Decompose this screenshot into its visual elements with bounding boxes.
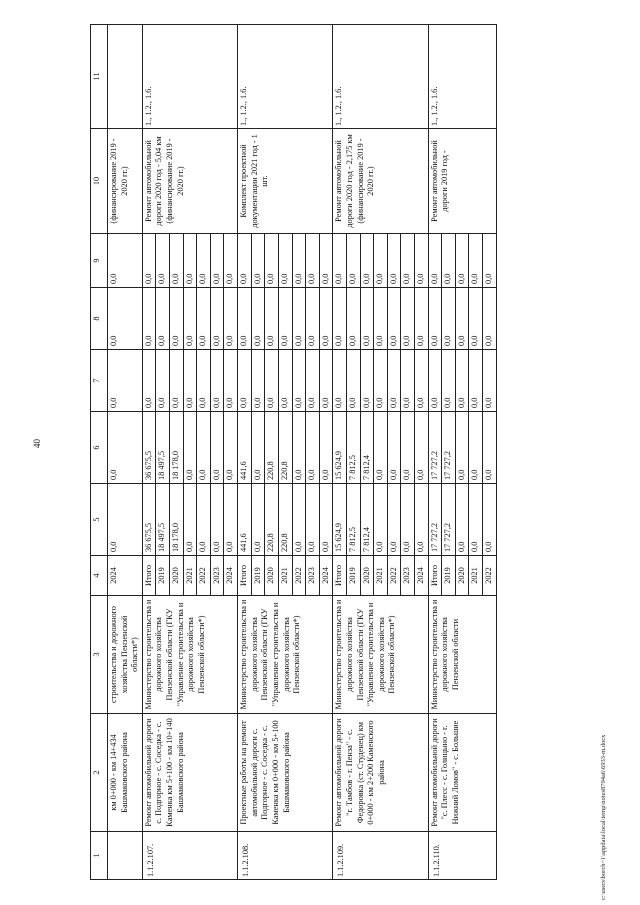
value-total: 220,8 bbox=[265, 484, 279, 556]
indicator-ref bbox=[108, 25, 143, 129]
value-total: 0,0 bbox=[224, 484, 238, 556]
activity-result: Комплект проектной документации 2021 год - 1 шт. bbox=[238, 129, 333, 234]
value-local: 0,0 bbox=[346, 288, 360, 350]
value-federal: 0,0 bbox=[428, 350, 442, 412]
value-other: 0,0 bbox=[238, 234, 252, 288]
table-row bbox=[428, 25, 442, 880]
activity-executor: строительства и дорожного хозяйства Пензенской области*) bbox=[108, 596, 143, 714]
activity-name: Ремонт автомобильной дороги "г. Тамбов - г. Пенза" - с. Федоровка (ст. Студенец) км 0+000 - км 2+200 Каменского района bbox=[333, 714, 428, 832]
value-other: 0,0 bbox=[415, 234, 429, 288]
page-number: 40 bbox=[32, 439, 42, 448]
year-cell: 2023 bbox=[401, 556, 415, 596]
value-total: 0,0 bbox=[415, 484, 429, 556]
value-regional: 220,8 bbox=[278, 412, 292, 484]
value-other: 0,0 bbox=[292, 234, 306, 288]
year-cell: 2020 bbox=[265, 556, 279, 596]
value-local: 0,0 bbox=[265, 288, 279, 350]
year-cell: 2024 bbox=[108, 556, 143, 596]
year-cell: 2021 bbox=[469, 556, 483, 596]
indicator-ref: 1., 1.2., 1.6. bbox=[238, 25, 333, 129]
activity-name: Ремонт автомобильной дороги с. Подгорное - с. Соседка - с. Каменка км 5+100 - км 10+140 Башмаковского района bbox=[142, 714, 237, 832]
column-header: 5 bbox=[91, 484, 108, 556]
value-total: 0,0 bbox=[387, 484, 401, 556]
value-local: 0,0 bbox=[401, 288, 415, 350]
value-total: 15 624,9 bbox=[333, 484, 347, 556]
activity-name: км 0+000 - км 14+434 Башмаковского района bbox=[108, 714, 143, 832]
value-other: 0,0 bbox=[278, 234, 292, 288]
activity-code: 1.1.2.109. bbox=[333, 832, 428, 880]
value-other: 0,0 bbox=[197, 234, 211, 288]
column-header: 9 bbox=[91, 234, 108, 288]
value-total: 17 727,2 bbox=[428, 484, 442, 556]
value-federal: 0,0 bbox=[469, 350, 483, 412]
activity-code: 1.1.2.110. bbox=[428, 832, 496, 880]
table-row bbox=[333, 25, 347, 880]
value-other: 0,0 bbox=[183, 234, 197, 288]
value-federal: 0,0 bbox=[197, 350, 211, 412]
value-regional: 0,0 bbox=[483, 412, 497, 484]
year-cell: 2019 bbox=[442, 556, 456, 596]
value-federal: 0,0 bbox=[278, 350, 292, 412]
value-local: 0,0 bbox=[183, 288, 197, 350]
year-cell: 2021 bbox=[374, 556, 388, 596]
value-other: 0,0 bbox=[156, 234, 170, 288]
value-local: 0,0 bbox=[333, 288, 347, 350]
value-federal: 0,0 bbox=[251, 350, 265, 412]
value-regional: 17 727,2 bbox=[428, 412, 442, 484]
program-activities-table bbox=[90, 24, 497, 880]
value-total: 0,0 bbox=[319, 484, 333, 556]
value-other: 0,0 bbox=[210, 234, 224, 288]
activity-executor: Министерство строительства и дорожного хозяйства Пензенской области (ГКУ "Управление строительства и дорожного хозяйства Пензенской области*) bbox=[142, 596, 237, 714]
activity-code: 1.1.2.107. bbox=[142, 832, 237, 880]
table-row bbox=[108, 25, 143, 880]
table-row bbox=[238, 25, 252, 880]
column-header: 4 bbox=[91, 556, 108, 596]
value-local: 0,0 bbox=[238, 288, 252, 350]
year-cell: 2019 bbox=[346, 556, 360, 596]
value-federal: 0,0 bbox=[224, 350, 238, 412]
value-local: 0,0 bbox=[469, 288, 483, 350]
value-regional: 0,0 bbox=[210, 412, 224, 484]
activity-name: Проектные работы на ремонт автомобильной дороги с. Подгорное - с. Соседка - с. Каменка км 0+000 - км 5+100 Башмаковского района bbox=[238, 714, 333, 832]
column-header: 8 bbox=[91, 288, 108, 350]
value-federal: 0,0 bbox=[455, 350, 469, 412]
value-other: 0,0 bbox=[360, 234, 374, 288]
value-local: 0,0 bbox=[108, 288, 143, 350]
year-cell: Итого bbox=[428, 556, 442, 596]
value-federal: 0,0 bbox=[170, 350, 184, 412]
value-total: 0,0 bbox=[401, 484, 415, 556]
value-other: 0,0 bbox=[333, 234, 347, 288]
activity-executor: Министерство строительства и дорожного хозяйства Пензенской области (ГКУ "Управление строительства и дорожного хозяйства Пензенской области*) bbox=[238, 596, 333, 714]
value-regional: 36 675,5 bbox=[142, 412, 156, 484]
value-regional: 17 727,2 bbox=[442, 412, 456, 484]
value-federal: 0,0 bbox=[360, 350, 374, 412]
activity-result: (финансирование 2019 - 2020 гг.) bbox=[108, 129, 143, 234]
value-total: 0,0 bbox=[469, 484, 483, 556]
value-other: 0,0 bbox=[346, 234, 360, 288]
activity-result: Ремонт автомобильной дороги 2020 год - 5,04 км (финансирование 2019 - 2020 гг.) bbox=[142, 129, 237, 234]
value-regional: 0,0 bbox=[251, 412, 265, 484]
year-cell: 2021 bbox=[278, 556, 292, 596]
value-total: 0,0 bbox=[183, 484, 197, 556]
value-total: 7 812,5 bbox=[346, 484, 360, 556]
value-regional: 0,0 bbox=[455, 412, 469, 484]
column-header: 1 bbox=[91, 832, 108, 880]
value-other: 0,0 bbox=[224, 234, 238, 288]
year-cell: 2020 bbox=[170, 556, 184, 596]
year-cell: 2023 bbox=[306, 556, 320, 596]
value-federal: 0,0 bbox=[292, 350, 306, 412]
indicator-ref: 1., 1.2., 1.6. bbox=[142, 25, 237, 129]
value-regional: 0,0 bbox=[469, 412, 483, 484]
value-total: 0,0 bbox=[483, 484, 497, 556]
value-local: 0,0 bbox=[156, 288, 170, 350]
value-local: 0,0 bbox=[142, 288, 156, 350]
activity-executor: Министерство строительства и дорожного хозяйства Пензенской области bbox=[428, 596, 496, 714]
value-local: 0,0 bbox=[224, 288, 238, 350]
value-total: 0,0 bbox=[108, 484, 143, 556]
year-cell: 2020 bbox=[455, 556, 469, 596]
value-local: 0,0 bbox=[306, 288, 320, 350]
year-cell: 2019 bbox=[251, 556, 265, 596]
value-federal: 0,0 bbox=[265, 350, 279, 412]
column-header: 3 bbox=[91, 596, 108, 714]
value-other: 0,0 bbox=[455, 234, 469, 288]
value-local: 0,0 bbox=[374, 288, 388, 350]
year-cell: 2024 bbox=[224, 556, 238, 596]
value-local: 0,0 bbox=[197, 288, 211, 350]
year-cell: 2022 bbox=[292, 556, 306, 596]
activity-code: 1.1.2.108. bbox=[238, 832, 333, 880]
value-regional: 0,0 bbox=[415, 412, 429, 484]
value-federal: 0,0 bbox=[156, 350, 170, 412]
value-local: 0,0 bbox=[292, 288, 306, 350]
value-federal: 0,0 bbox=[183, 350, 197, 412]
value-total: 7 812,4 bbox=[360, 484, 374, 556]
column-header: 10 bbox=[91, 129, 108, 234]
value-total: 17 727,2 bbox=[442, 484, 456, 556]
value-total: 441,6 bbox=[238, 484, 252, 556]
value-other: 0,0 bbox=[265, 234, 279, 288]
value-federal: 0,0 bbox=[319, 350, 333, 412]
value-total: 0,0 bbox=[197, 484, 211, 556]
value-regional: 441,6 bbox=[238, 412, 252, 484]
value-regional: 0,0 bbox=[183, 412, 197, 484]
value-other: 0,0 bbox=[428, 234, 442, 288]
value-federal: 0,0 bbox=[108, 350, 143, 412]
activity-result: Ремонт автомобильной дороги 2019 год - bbox=[428, 129, 496, 234]
year-cell: 2022 bbox=[387, 556, 401, 596]
column-header: 6 bbox=[91, 412, 108, 484]
year-cell: 2024 bbox=[319, 556, 333, 596]
value-other: 0,0 bbox=[387, 234, 401, 288]
value-local: 0,0 bbox=[210, 288, 224, 350]
table-row bbox=[142, 25, 156, 880]
column-header: 2 bbox=[91, 714, 108, 832]
column-number-row bbox=[91, 25, 108, 880]
value-regional: 0,0 bbox=[306, 412, 320, 484]
year-cell: 2022 bbox=[483, 556, 497, 596]
value-total: 220,8 bbox=[278, 484, 292, 556]
activity-name: Ремонт автомобильной дороги "с. Плесс - с. Голицыно - г. Нижний Ломов" - с. Большие bbox=[428, 714, 496, 832]
value-local: 0,0 bbox=[319, 288, 333, 350]
value-other: 0,0 bbox=[442, 234, 456, 288]
value-federal: 0,0 bbox=[483, 350, 497, 412]
year-cell: 2023 bbox=[210, 556, 224, 596]
value-federal: 0,0 bbox=[142, 350, 156, 412]
value-regional: 15 624,9 bbox=[333, 412, 347, 484]
value-regional: 18 497,5 bbox=[156, 412, 170, 484]
value-other: 0,0 bbox=[319, 234, 333, 288]
value-regional: 0,0 bbox=[292, 412, 306, 484]
value-other: 0,0 bbox=[251, 234, 265, 288]
year-cell: 2019 bbox=[156, 556, 170, 596]
value-federal: 0,0 bbox=[374, 350, 388, 412]
value-total: 0,0 bbox=[306, 484, 320, 556]
year-cell: 2020 bbox=[360, 556, 374, 596]
value-local: 0,0 bbox=[415, 288, 429, 350]
table-body bbox=[108, 25, 497, 880]
value-regional: 0,0 bbox=[374, 412, 388, 484]
value-federal: 0,0 bbox=[346, 350, 360, 412]
value-other: 0,0 bbox=[108, 234, 143, 288]
value-total: 0,0 bbox=[374, 484, 388, 556]
value-local: 0,0 bbox=[483, 288, 497, 350]
indicator-ref: 1., 1.2., 1.6. bbox=[333, 25, 428, 129]
indicator-ref: 1., 1.2., 1.6. bbox=[428, 25, 496, 129]
value-local: 0,0 bbox=[428, 288, 442, 350]
value-other: 0,0 bbox=[483, 234, 497, 288]
file-path-footer: c:\users\borch~1\appdata\local\temp\notes8794a6\6933-m.docx bbox=[600, 734, 607, 900]
value-local: 0,0 bbox=[387, 288, 401, 350]
value-regional: 0,0 bbox=[401, 412, 415, 484]
value-total: 0,0 bbox=[251, 484, 265, 556]
value-federal: 0,0 bbox=[333, 350, 347, 412]
value-federal: 0,0 bbox=[306, 350, 320, 412]
value-regional: 7 812,4 bbox=[360, 412, 374, 484]
value-regional: 0,0 bbox=[224, 412, 238, 484]
value-total: 0,0 bbox=[455, 484, 469, 556]
value-regional: 18 178,0 bbox=[170, 412, 184, 484]
value-total: 18 497,5 bbox=[156, 484, 170, 556]
value-federal: 0,0 bbox=[442, 350, 456, 412]
value-federal: 0,0 bbox=[387, 350, 401, 412]
year-cell: Итого bbox=[333, 556, 347, 596]
value-regional: 0,0 bbox=[319, 412, 333, 484]
value-local: 0,0 bbox=[251, 288, 265, 350]
value-total: 18 178,0 bbox=[170, 484, 184, 556]
value-federal: 0,0 bbox=[415, 350, 429, 412]
value-federal: 0,0 bbox=[401, 350, 415, 412]
value-regional: 7 812,5 bbox=[346, 412, 360, 484]
activity-executor: Министерство строительства и дорожного хозяйства Пензенской области (ГКУ "Управление строительства и дорожного хозяйства Пензенской области*) bbox=[333, 596, 428, 714]
column-header: 11 bbox=[91, 25, 108, 129]
value-regional: 0,0 bbox=[197, 412, 211, 484]
value-local: 0,0 bbox=[170, 288, 184, 350]
value-other: 0,0 bbox=[170, 234, 184, 288]
activity-code bbox=[108, 832, 143, 880]
value-regional: 0,0 bbox=[108, 412, 143, 484]
value-other: 0,0 bbox=[401, 234, 415, 288]
value-total: 0,0 bbox=[210, 484, 224, 556]
value-federal: 0,0 bbox=[210, 350, 224, 412]
value-total: 36 675,5 bbox=[142, 484, 156, 556]
value-local: 0,0 bbox=[455, 288, 469, 350]
year-cell: Итого bbox=[142, 556, 156, 596]
rotated-page-content bbox=[90, 25, 620, 880]
value-other: 0,0 bbox=[374, 234, 388, 288]
value-other: 0,0 bbox=[142, 234, 156, 288]
column-header: 7 bbox=[91, 350, 108, 412]
year-cell: 2024 bbox=[415, 556, 429, 596]
value-federal: 0,0 bbox=[238, 350, 252, 412]
year-cell: Итого bbox=[238, 556, 252, 596]
value-total: 0,0 bbox=[292, 484, 306, 556]
year-cell: 2021 bbox=[183, 556, 197, 596]
value-regional: 220,8 bbox=[265, 412, 279, 484]
year-cell: 2022 bbox=[197, 556, 211, 596]
value-other: 0,0 bbox=[469, 234, 483, 288]
activity-result: Ремонт автомобильной дороги 2020 год - 2,175 км (финансирование 2019 - 2020 гг.) bbox=[333, 129, 428, 234]
value-local: 0,0 bbox=[360, 288, 374, 350]
value-regional: 0,0 bbox=[387, 412, 401, 484]
value-local: 0,0 bbox=[442, 288, 456, 350]
value-local: 0,0 bbox=[278, 288, 292, 350]
value-other: 0,0 bbox=[306, 234, 320, 288]
